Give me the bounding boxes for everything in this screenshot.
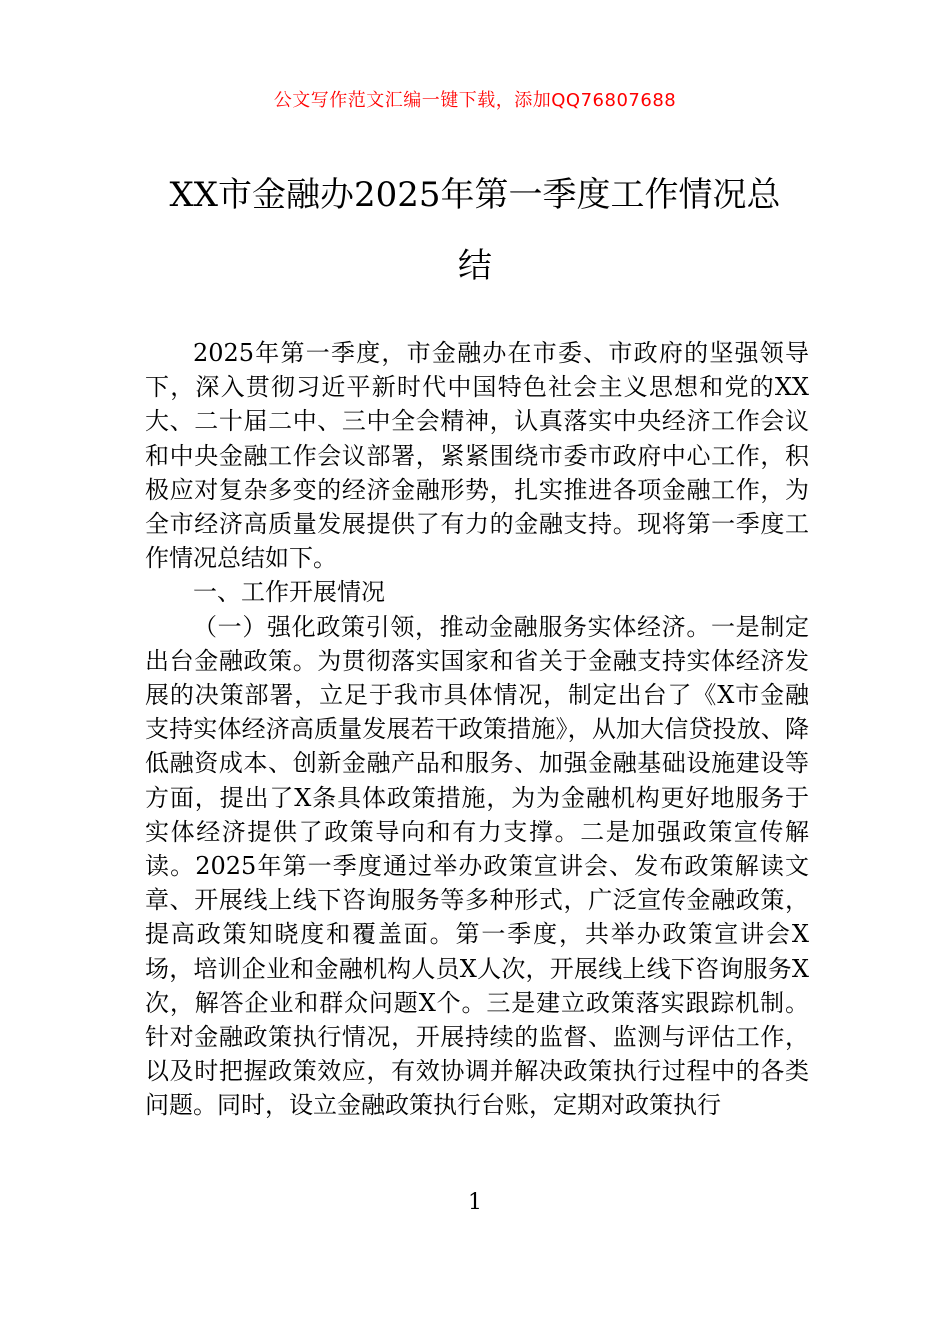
document-title-line-1: XX市金融办2025年第一季度工作情况总: [169, 175, 781, 215]
document-title-line-2: 结: [458, 246, 492, 286]
header-download-note: 公文写作范文汇编一键下载，添加QQ76807688: [273, 90, 677, 111]
document-body: [145, 336, 809, 1123]
section-paragraph: （一）强化政策引领，推动金融服务实体经济。一是制定出台金融政策。为贯彻落实国家和省关于金融支持实体经济发展的决策部署，立足于我市具体情况，制定出台了《X市金融支持实体经济高质量发展若干政策措施》，从加大信贷投放、降低融资成本、创新金融产品和服务、加强金融基础设施建设等方面，提出了X条具体政策措施，为为金融机构更好地服务于实体经济提供了政策导向和有力支撑。二是加强政策宣传解读。2025年第一季度通过举办政策宣讲会、发布政策解读文章、开展线上线下咨询服务等多种形式，广泛宣传金融政策，提高政策知晓度和覆盖面。第一季度，共举办政策宣讲会X场，培训企业和金融机构人员X人次，开展线上线下咨询服务X次，解答企业和群众问题X个。三是建立政策落实跟踪机制。针对金融政策执行情况，开展持续的监督、监测与评估工作，以及时把握政策效应，有效协调并解决政策执行过程中的各类问题。同时，设立金融政策执行台账，定期对政策执行: [145, 612, 809, 1120]
intro-paragraph: 2025年第一季度，市金融办在市委、市政府的坚强领导下，深入贯彻习近平新时代中国特色社会主义思想和党的XX大、二十届二中、三中全会精神，认真落实中央经济工作会议和中央金融工作会议部署，紧紧围绕市委市政府中心工作，积极应对复杂多变的经济金融形势，扎实推进各项金融工作，为全市经济高质量发展提供了有力的金融支持。现将第一季度工作情况总结如下。: [145, 339, 809, 573]
page-number: 1: [468, 1190, 482, 1215]
section-heading: 一、工作开展情况: [193, 578, 385, 607]
